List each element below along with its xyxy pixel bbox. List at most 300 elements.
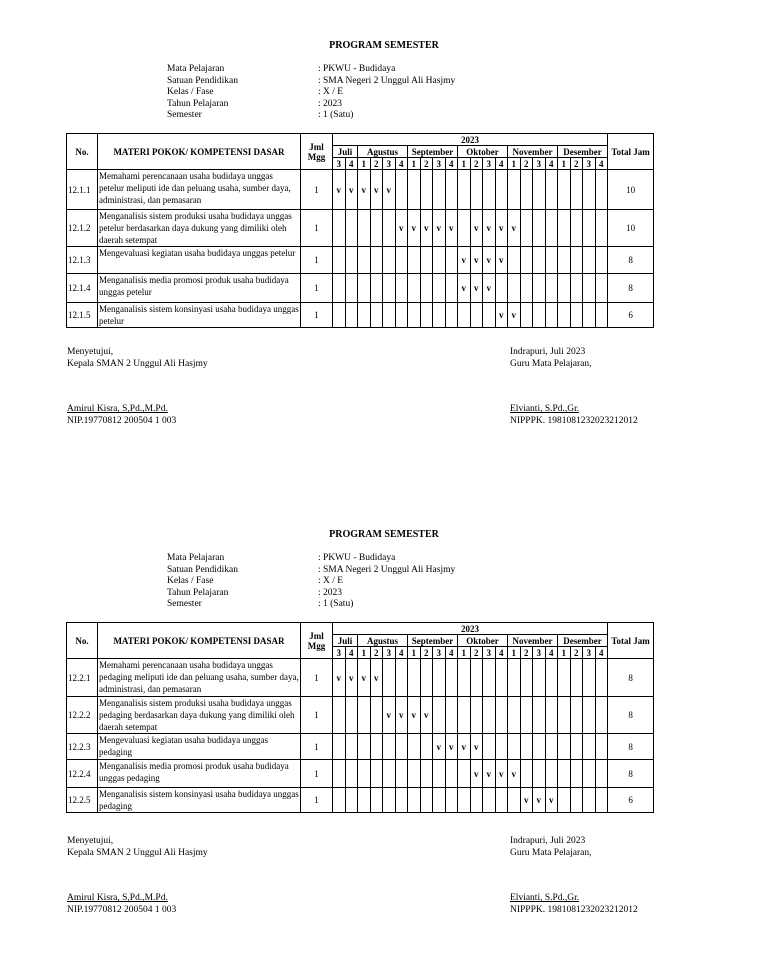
- info-row: [167, 76, 455, 88]
- week-cell: [520, 274, 533, 303]
- week-cell: [395, 788, 408, 813]
- week-cell: [495, 788, 508, 813]
- week-cell: [595, 734, 608, 760]
- week-cell: [508, 659, 521, 697]
- week-cell: [383, 274, 396, 303]
- schedule-table: [66, 622, 654, 813]
- week-cell: [495, 659, 508, 697]
- principal-block: [67, 403, 208, 427]
- week-cell: [408, 734, 421, 760]
- week-cell: [520, 734, 533, 760]
- week-cell: [395, 274, 408, 303]
- row-materi: Menganalisis sistem produksi usaha budidaya unggas pedaging berdasarkan daya dukung yang dimiliki oleh daerah setempat: [98, 697, 301, 734]
- week-cell: [583, 247, 596, 274]
- week-cell: [558, 210, 571, 247]
- week-cell: [470, 274, 483, 303]
- week-cell: [395, 734, 408, 760]
- week-mark: v: [399, 710, 404, 720]
- week-cell: [495, 170, 508, 210]
- row-total-jam: 6: [608, 788, 654, 813]
- info-row: [167, 565, 455, 577]
- week-mark: v: [361, 672, 366, 683]
- teacher-block: [510, 892, 638, 916]
- info-label: Satuan Pendidikan: [167, 75, 238, 86]
- header-no: No.: [67, 134, 98, 170]
- week-cell: [345, 247, 358, 274]
- week-cell: [508, 760, 521, 788]
- week-cell: [483, 210, 496, 247]
- week-mark: v: [424, 710, 429, 720]
- month-header: Oktober: [458, 146, 508, 158]
- table-row: [67, 247, 654, 274]
- week-cell: [420, 697, 433, 734]
- week-cell: [370, 760, 383, 788]
- week-cell: [445, 170, 458, 210]
- week-cell: [358, 303, 371, 328]
- week-mark: v: [486, 283, 491, 293]
- row-materi: Menganalisis sistem produksi usaha budidaya unggas petelur berdasarkan daya dukung yang dimiliki oleh daerah setempat: [98, 210, 301, 247]
- info-row: [167, 553, 455, 565]
- week-header: 3: [533, 647, 546, 659]
- schedule-table: [66, 133, 654, 328]
- month-header: Desember: [558, 635, 608, 647]
- week-cell: [533, 697, 546, 734]
- week-cell: [370, 170, 383, 210]
- week-mark: v: [386, 184, 391, 195]
- week-cell: [495, 210, 508, 247]
- month-header: November: [508, 635, 558, 647]
- week-mark: v: [336, 672, 341, 683]
- week-cell: [545, 734, 558, 760]
- week-cell: [383, 303, 396, 328]
- principal-title: Kepala SMAN 2 Unggul Ali Hasjmy: [67, 359, 208, 369]
- info-value: : PKWU - Budidaya: [318, 553, 396, 563]
- week-header: 2: [370, 647, 383, 659]
- row-jml-mgg: 1: [301, 247, 333, 274]
- week-cell: [433, 303, 446, 328]
- info-row: [167, 99, 455, 111]
- week-cell: [383, 210, 396, 247]
- week-header: 4: [445, 647, 458, 659]
- week-cell: [533, 170, 546, 210]
- row-jml-mgg: 1: [301, 760, 333, 788]
- month-header: November: [508, 146, 558, 158]
- week-cell: [345, 697, 358, 734]
- principal-nip: NIP.19770812 200504 1 003: [67, 416, 177, 426]
- info-label: Tahun Pelajaran: [167, 587, 229, 598]
- week-header: 1: [458, 158, 471, 170]
- week-cell: [433, 247, 446, 274]
- week-cell: [408, 697, 421, 734]
- week-cell: [483, 697, 496, 734]
- week-cell: [383, 734, 396, 760]
- week-cell: [545, 210, 558, 247]
- week-header: 4: [445, 158, 458, 170]
- week-cell: [495, 303, 508, 328]
- week-header: 3: [483, 647, 496, 659]
- week-cell: [520, 659, 533, 697]
- row-number: 12.2.1: [67, 659, 98, 697]
- approval-line: Menyetujui,: [67, 347, 114, 357]
- week-cell: [595, 760, 608, 788]
- week-header: 2: [420, 647, 433, 659]
- row-materi: Mengevaluasi kegiatan usaha budidaya unggas petelur: [98, 247, 301, 274]
- week-header: 1: [408, 158, 421, 170]
- week-cell: [583, 734, 596, 760]
- week-mark: v: [461, 255, 466, 265]
- week-cell: [533, 274, 546, 303]
- info-label: Semester: [167, 110, 202, 120]
- info-value: : X / E: [318, 576, 344, 586]
- week-mark: v: [486, 768, 491, 779]
- week-cell: [583, 170, 596, 210]
- table-row: [67, 210, 654, 247]
- week-header: 1: [508, 647, 521, 659]
- info-row: [167, 110, 455, 122]
- week-cell: [483, 170, 496, 210]
- week-cell: [595, 170, 608, 210]
- week-cell: [458, 274, 471, 303]
- approval-signature: [67, 346, 208, 427]
- week-mark: v: [486, 255, 491, 265]
- week-cell: [520, 303, 533, 328]
- row-number: 12.1.1: [67, 170, 98, 210]
- week-mark: v: [511, 310, 516, 320]
- week-cell: [545, 274, 558, 303]
- week-header: 4: [345, 158, 358, 170]
- week-header: 3: [333, 158, 346, 170]
- week-cell: [495, 734, 508, 760]
- header-year: 2023: [333, 623, 608, 635]
- week-cell: [583, 760, 596, 788]
- week-mark: v: [474, 283, 479, 293]
- teacher-nip: NIPPPK. 1981081232023212012: [510, 416, 638, 426]
- row-number: 12.2.3: [67, 734, 98, 760]
- week-header: 3: [433, 158, 446, 170]
- week-cell: [558, 659, 571, 697]
- week-cell: [395, 697, 408, 734]
- month-header: Agustus: [358, 146, 408, 158]
- week-cell: [420, 303, 433, 328]
- week-cell: [408, 274, 421, 303]
- row-materi: Menganalisis sistem konsinyasi usaha budidaya unggas pedaging: [99, 789, 299, 811]
- week-cell: [370, 247, 383, 274]
- week-cell: [420, 760, 433, 788]
- week-cell: [445, 734, 458, 760]
- week-mark: v: [461, 283, 466, 293]
- row-total-jam: 6: [608, 303, 654, 328]
- week-cell: [408, 659, 421, 697]
- week-cell: [458, 734, 471, 760]
- week-header: 4: [545, 158, 558, 170]
- week-cell: [470, 659, 483, 697]
- week-cell: [345, 170, 358, 210]
- week-header: 3: [333, 647, 346, 659]
- week-cell: [408, 788, 421, 813]
- week-mark: v: [374, 672, 379, 683]
- row-jml-mgg: 1: [301, 697, 333, 734]
- info-label: Tahun Pelajaran: [167, 98, 229, 109]
- week-header: 3: [533, 158, 546, 170]
- week-cell: [470, 210, 483, 247]
- week-header: 3: [583, 158, 596, 170]
- week-cell: [370, 659, 383, 697]
- place-date: Indrapuri, Juli 2023: [510, 347, 586, 357]
- week-cell: [583, 210, 596, 247]
- week-cell: [558, 247, 571, 274]
- row-number: 12.1.5: [67, 303, 98, 328]
- week-cell: [433, 734, 446, 760]
- week-cell: [370, 210, 383, 247]
- week-header: 1: [558, 158, 571, 170]
- week-cell: [395, 760, 408, 788]
- week-cell: [458, 697, 471, 734]
- week-cell: [508, 734, 521, 760]
- week-cell: [345, 788, 358, 813]
- week-mark: v: [449, 223, 454, 233]
- week-cell: [545, 659, 558, 697]
- week-mark: v: [474, 768, 479, 779]
- week-cell: [470, 247, 483, 274]
- row-total-jam: 8: [608, 274, 654, 303]
- week-cell: [458, 659, 471, 697]
- row-materi: Menganalisis sistem konsinyasi usaha budidaya unggas petelur: [99, 304, 299, 326]
- week-cell: [358, 210, 371, 247]
- row-total-jam: 8: [608, 247, 654, 274]
- week-cell: [433, 274, 446, 303]
- week-cell: [420, 170, 433, 210]
- row-jml-mgg: 1: [301, 659, 333, 697]
- week-cell: [545, 697, 558, 734]
- week-cell: [445, 210, 458, 247]
- week-cell: [570, 788, 583, 813]
- week-cell: [570, 170, 583, 210]
- week-cell: [395, 659, 408, 697]
- week-cell: [483, 303, 496, 328]
- info-value: : 1 (Satu): [318, 599, 354, 609]
- week-cell: [533, 788, 546, 813]
- week-cell: [470, 734, 483, 760]
- info-value: : 1 (Satu): [318, 110, 354, 120]
- month-header: Oktober: [458, 635, 508, 647]
- week-cell: [445, 303, 458, 328]
- week-mark: v: [474, 255, 479, 265]
- week-mark: v: [536, 795, 541, 805]
- week-cell: [520, 697, 533, 734]
- header-row: [67, 623, 654, 635]
- week-cell: [533, 734, 546, 760]
- week-cell: [445, 697, 458, 734]
- table-row: [67, 303, 654, 328]
- week-cell: [508, 210, 521, 247]
- week-cell: [383, 659, 396, 697]
- week-cell: [458, 170, 471, 210]
- info-label: Semester: [167, 599, 202, 609]
- week-cell: [445, 247, 458, 274]
- week-cell: [470, 697, 483, 734]
- week-cell: [545, 303, 558, 328]
- week-mark: v: [499, 223, 504, 233]
- week-cell: [508, 697, 521, 734]
- week-header: 1: [458, 647, 471, 659]
- week-cell: [508, 170, 521, 210]
- week-header: 2: [420, 158, 433, 170]
- row-materi: Memahami perencanaan usaha budidaya unggas petelur meliputi ide dan peluang usaha, sumber daya, administrasi, dan pemasaran: [98, 170, 301, 210]
- week-cell: [508, 247, 521, 274]
- header-total-jam: Total Jam: [608, 623, 654, 659]
- info-value: : PKWU - Budidaya: [318, 64, 396, 74]
- week-cell: [533, 247, 546, 274]
- teacher-title: Guru Mata Pelajaran,: [510, 359, 592, 369]
- week-mark: v: [411, 223, 416, 233]
- week-cell: [583, 303, 596, 328]
- month-header: Juli: [333, 635, 358, 647]
- week-mark: v: [549, 795, 554, 805]
- week-header: 3: [583, 647, 596, 659]
- row-jml-mgg: 1: [301, 274, 333, 303]
- teacher-name: Elvianti, S.Pd.,Gr.: [510, 893, 580, 903]
- week-mark: v: [374, 184, 379, 195]
- week-header: 4: [495, 158, 508, 170]
- row-number: 12.2.5: [67, 788, 98, 813]
- week-mark: v: [474, 741, 479, 752]
- document-title: PROGRAM SEMESTER: [329, 40, 439, 51]
- info-label: Mata Pelajaran: [167, 64, 225, 74]
- week-cell: [508, 274, 521, 303]
- week-cell: [570, 734, 583, 760]
- week-header: 2: [520, 158, 533, 170]
- week-cell: [595, 659, 608, 697]
- week-cell: [420, 734, 433, 760]
- week-cell: [595, 697, 608, 734]
- week-cell: [370, 734, 383, 760]
- info-row: [167, 64, 455, 76]
- week-header: 1: [508, 158, 521, 170]
- week-cell: [333, 697, 346, 734]
- week-cell: [395, 210, 408, 247]
- week-cell: [358, 760, 371, 788]
- week-cell: [370, 697, 383, 734]
- teacher-signature: [510, 835, 638, 916]
- week-cell: [333, 274, 346, 303]
- week-cell: [433, 659, 446, 697]
- header-materi: MATERI POKOK/ KOMPETENSI DASAR: [98, 134, 301, 170]
- week-header: 3: [383, 158, 396, 170]
- week-mark: v: [524, 795, 529, 805]
- week-cell: [570, 274, 583, 303]
- week-mark: v: [349, 672, 354, 683]
- header-no: No.: [67, 623, 98, 659]
- row-number: 12.1.3: [67, 247, 98, 274]
- week-cell: [595, 274, 608, 303]
- week-cell: [545, 170, 558, 210]
- info-row: [167, 588, 455, 600]
- week-cell: [520, 210, 533, 247]
- week-cell: [408, 760, 421, 788]
- week-mark: v: [436, 741, 441, 752]
- week-header: 1: [358, 647, 371, 659]
- week-cell: [508, 788, 521, 813]
- document-title: PROGRAM SEMESTER: [329, 529, 439, 540]
- week-cell: [470, 760, 483, 788]
- week-mark: v: [386, 710, 391, 720]
- week-header: 2: [370, 158, 383, 170]
- week-cell: [583, 788, 596, 813]
- week-cell: [333, 170, 346, 210]
- row-materi: Memahami perencanaan usaha budidaya unggas pedaging meliputi ide dan peluang usaha, sumber daya, administrasi, dan pemasaran: [98, 659, 301, 697]
- week-cell: [558, 788, 571, 813]
- week-cell: [408, 247, 421, 274]
- week-cell: [345, 274, 358, 303]
- row-jml-mgg: 1: [301, 170, 333, 210]
- row-number: 12.2.4: [67, 760, 98, 788]
- week-cell: [595, 210, 608, 247]
- week-cell: [483, 274, 496, 303]
- month-header: September: [408, 635, 458, 647]
- info-label: Kelas / Fase: [167, 87, 214, 97]
- week-cell: [570, 210, 583, 247]
- week-mark: v: [436, 223, 441, 233]
- week-cell: [595, 303, 608, 328]
- week-cell: [383, 247, 396, 274]
- week-header: 4: [395, 647, 408, 659]
- week-cell: [345, 210, 358, 247]
- week-cell: [433, 697, 446, 734]
- course-info: [167, 64, 455, 122]
- week-cell: [458, 210, 471, 247]
- week-cell: [570, 247, 583, 274]
- week-cell: [370, 274, 383, 303]
- week-header: 4: [495, 647, 508, 659]
- week-cell: [520, 170, 533, 210]
- table-row: [67, 760, 654, 788]
- principal-title: Kepala SMAN 2 Unggul Ali Hasjmy: [67, 848, 208, 858]
- week-cell: [508, 303, 521, 328]
- week-cell: [358, 788, 371, 813]
- principal-block: [67, 892, 208, 916]
- week-cell: [570, 697, 583, 734]
- info-value: : SMA Negeri 2 Unggul Ali Hasjmy: [318, 564, 456, 575]
- week-cell: [545, 247, 558, 274]
- table-row: [67, 659, 654, 697]
- row-number: 12.2.2: [67, 697, 98, 734]
- week-cell: [583, 659, 596, 697]
- week-cell: [470, 303, 483, 328]
- week-cell: [445, 659, 458, 697]
- week-cell: [558, 303, 571, 328]
- row-jml-mgg: 1: [301, 303, 333, 328]
- week-cell: [358, 274, 371, 303]
- week-header: 3: [383, 647, 396, 659]
- row-materi: Menganalisis media promosi produk usaha budidaya unggas pedaging: [98, 760, 301, 788]
- week-cell: [358, 697, 371, 734]
- week-cell: [358, 247, 371, 274]
- week-cell: [420, 274, 433, 303]
- teacher-title: Guru Mata Pelajaran,: [510, 848, 592, 858]
- week-mark: v: [361, 184, 366, 195]
- place-date: Indrapuri, Juli 2023: [510, 836, 586, 846]
- week-cell: [483, 788, 496, 813]
- week-header: 4: [545, 647, 558, 659]
- week-cell: [333, 247, 346, 274]
- week-cell: [383, 697, 396, 734]
- week-mark: v: [411, 710, 416, 720]
- week-cell: [420, 247, 433, 274]
- week-cell: [433, 210, 446, 247]
- header-row: [67, 134, 654, 146]
- table-row: [67, 734, 654, 760]
- week-cell: [583, 697, 596, 734]
